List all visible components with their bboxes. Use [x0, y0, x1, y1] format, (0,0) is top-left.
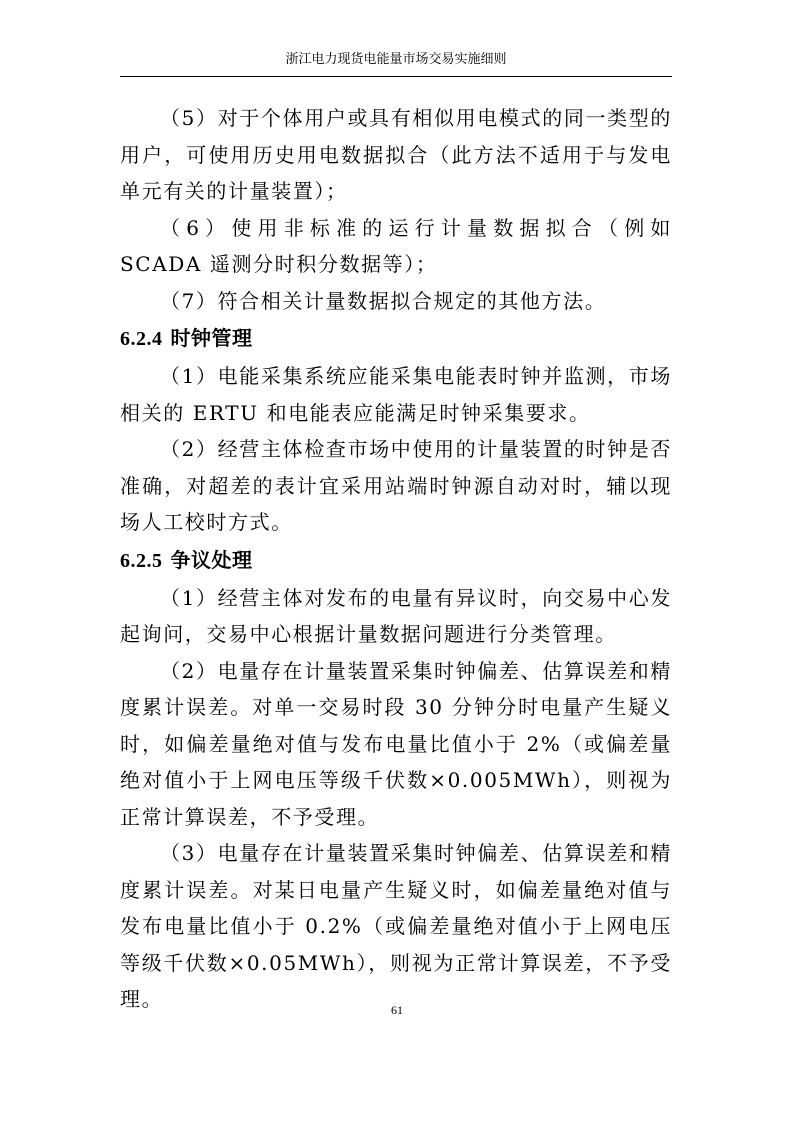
- paragraph: （2）电量存在计量装置采集时钟偏差、估算误差和精度累计误差。对单一交易时段 30 分钟分时电量产生疑义时，如偏差量绝对值与发布电量比值小于 2%（或偏差量绝对值小于上网电压等级千伏数×0.005MWh），则视为正常计算误差，不予受理。: [120, 658, 672, 829]
- paragraph: （1）电能采集系统应能采集电能表时钟并监测，市场相关的 ERTU 和电能表应能满足时钟采集要求。: [120, 364, 672, 425]
- paragraph: （2）经营主体检查市场中使用的计量装置的时钟是否准确，对超差的表计宜采用站端时钟源自动对时，辅以现场人工校时方式。: [120, 437, 672, 534]
- header-rule: [120, 76, 672, 77]
- body-text: [120, 100, 672, 1018]
- paragraph: （3）电量存在计量装置采集时钟偏差、估算误差和精度累计误差。对某日电量产生疑义时，如偏差量绝对值与发布电量比值小于 0.2%（或偏差量绝对值小于上网电压等级千伏数×0.05MWh），则视为正常计算误差，不予受理。: [120, 841, 672, 1011]
- section-number: 6.2.4: [120, 328, 163, 350]
- paragraph: （6）使用非标准的运行计量数据拟合（例如 SCADA 遥测分时积分数据等）；: [120, 215, 672, 276]
- section-title: 争议处理: [170, 547, 253, 572]
- page-number: 61: [391, 1003, 403, 1017]
- section-number: 6.2.5: [120, 549, 163, 572]
- paragraph: （1）经营主体对发布的电量有异议时，向交易中心发起询问，交易中心根据计量数据问题进行分类管理。: [120, 585, 672, 646]
- section-title: 时钟管理: [170, 326, 253, 350]
- section-heading-6-2-5: [120, 541, 672, 580]
- paragraph: （5）对于个体用户或具有相似用电模式的同一类型的用户，可使用历史用电数据拟合（此方法不适用于与发电单元有关的计量装置）；: [120, 106, 672, 203]
- section-heading-6-2-4: [120, 319, 672, 358]
- running-header: 浙江电力现货电能量市场交易实施细则: [285, 52, 507, 67]
- paragraph: （7）符合相关计量数据拟合规定的其他方法。: [160, 288, 607, 313]
